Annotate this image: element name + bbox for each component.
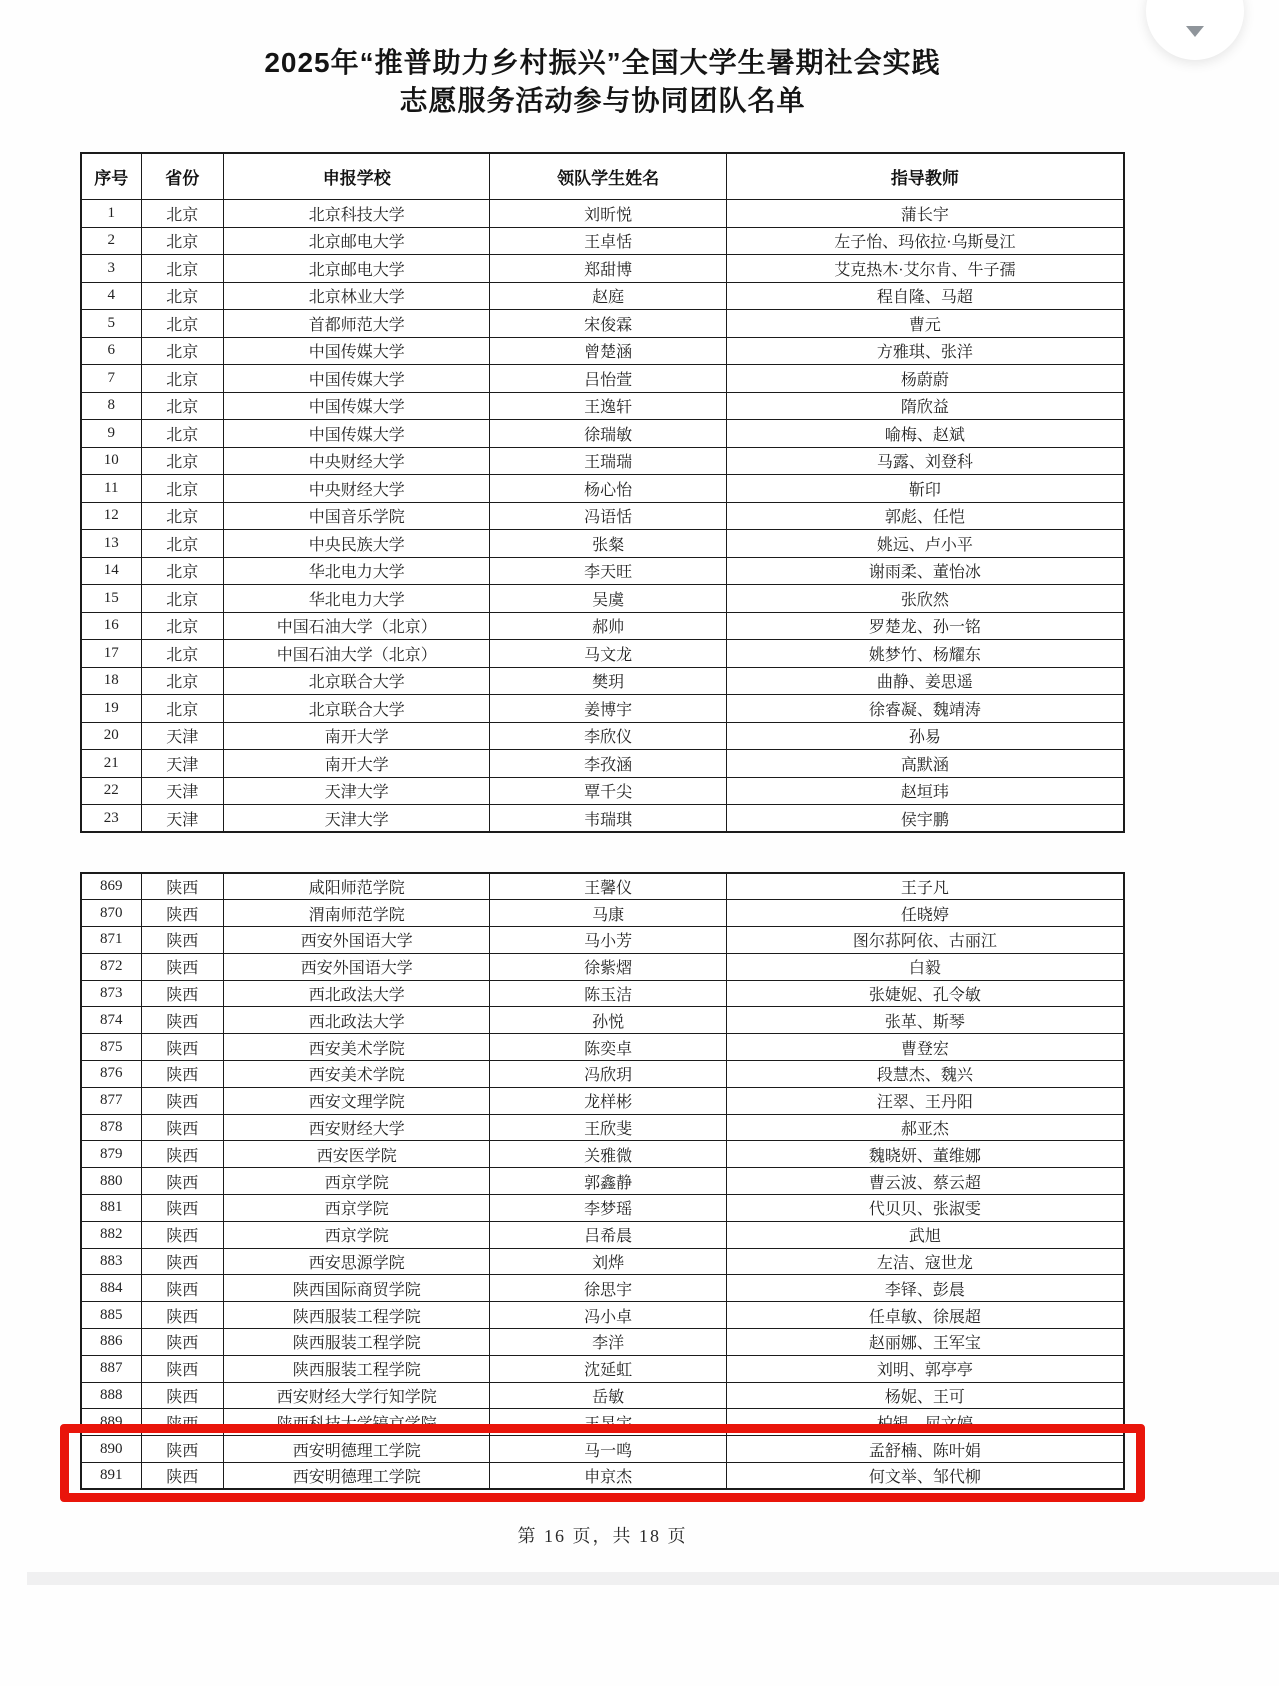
table-cell: 张粲: [490, 530, 726, 558]
table-cell: 杨妮、王可: [726, 1382, 1124, 1409]
table-cell: 4: [81, 282, 141, 310]
table-cell: 北京科技大学: [224, 200, 490, 228]
table-cell: 陕西: [141, 1221, 224, 1248]
table-cell: 柏银、屈文婷: [726, 1409, 1124, 1436]
table-cell: 徐思宇: [490, 1275, 726, 1302]
table-cell: 869: [81, 873, 141, 900]
table-cell: 陕西: [141, 873, 224, 900]
column-header: 领队学生姓名: [490, 153, 726, 200]
table-cell: 874: [81, 1007, 141, 1034]
table-cell: 侯宇鹏: [726, 805, 1124, 833]
table-cell: 中国石油大学（北京）: [224, 640, 490, 668]
table-cell: 12: [81, 502, 141, 530]
table-cell: 王欣斐: [490, 1114, 726, 1141]
table-cell: 张婕妮、孔令敏: [726, 980, 1124, 1007]
bottom-divider: [27, 1572, 1279, 1585]
table-row: [81, 255, 1124, 283]
table-cell: 陕西: [141, 1141, 224, 1168]
table-cell: 888: [81, 1382, 141, 1409]
table-cell: 天津: [141, 722, 224, 750]
table-row: [81, 392, 1124, 420]
table-cell: 曾楚涵: [490, 337, 726, 365]
table-cell: 陕西: [141, 1061, 224, 1088]
table-cell: 徐睿凝、魏靖涛: [726, 695, 1124, 723]
table-cell: 870: [81, 900, 141, 927]
table-cell: 程自隆、马超: [726, 282, 1124, 310]
table-cell: 赵丽娜、王军宝: [726, 1329, 1124, 1356]
table-cell: 左洁、寇世龙: [726, 1248, 1124, 1275]
table-cell: 孟舒楠、陈叶娟: [726, 1436, 1124, 1463]
table-cell: 方雅琪、张洋: [726, 337, 1124, 365]
table-cell: 西安外国语大学: [224, 927, 490, 954]
table-cell: 刘明、郭亭亭: [726, 1355, 1124, 1382]
table-cell: 876: [81, 1061, 141, 1088]
table-cell: 渭南师范学院: [224, 900, 490, 927]
table-cell: 881: [81, 1195, 141, 1222]
table-row: [81, 777, 1124, 805]
table-cell: 南开大学: [224, 750, 490, 778]
table-cell: 郝亚杰: [726, 1114, 1124, 1141]
table-cell: 王子凡: [726, 873, 1124, 900]
table-cell: 陕西: [141, 1168, 224, 1195]
table-row: [81, 1141, 1124, 1168]
table-cell: 17: [81, 640, 141, 668]
table-cell: 孙易: [726, 722, 1124, 750]
table-row: [81, 1195, 1124, 1222]
table-cell: 陕西: [141, 980, 224, 1007]
table-cell: 赵庭: [490, 282, 726, 310]
table-cell: 884: [81, 1275, 141, 1302]
table-row: [81, 365, 1124, 393]
table-row: [81, 953, 1124, 980]
table-row: [81, 1329, 1124, 1356]
table-cell: 李梦瑶: [490, 1195, 726, 1222]
table-cell: 886: [81, 1329, 141, 1356]
table-row: [81, 667, 1124, 695]
table-cell: 隋欣益: [726, 392, 1124, 420]
table-cell: 陕西: [141, 1302, 224, 1329]
table-cell: 华北电力大学: [224, 585, 490, 613]
table-cell: 北京: [141, 420, 224, 448]
table-cell: 北京: [141, 365, 224, 393]
table-cell: 北京: [141, 695, 224, 723]
table-cell: 陕西服装工程学院: [224, 1302, 490, 1329]
table-cell: 8: [81, 392, 141, 420]
table-cell: 11: [81, 475, 141, 503]
table-cell: 刘昕悦: [490, 200, 726, 228]
table-cell: 段慧杰、魏兴: [726, 1061, 1124, 1088]
table-cell: 陕西: [141, 1195, 224, 1222]
table-cell: 5: [81, 310, 141, 338]
table-cell: 天津大学: [224, 805, 490, 833]
table-row: [81, 980, 1124, 1007]
table-cell: 蒲长宇: [726, 200, 1124, 228]
table-row: [81, 1087, 1124, 1114]
table-cell: 878: [81, 1114, 141, 1141]
table-cell: 喻梅、赵斌: [726, 420, 1124, 448]
table-row: [81, 475, 1124, 503]
table-cell: 武旭: [726, 1221, 1124, 1248]
page-footer: 第 16 页，共 18 页: [517, 1526, 688, 1546]
table-cell: 891: [81, 1463, 141, 1490]
table-cell: 王逸轩: [490, 392, 726, 420]
table-cell: 天津: [141, 777, 224, 805]
table-row: [81, 1007, 1124, 1034]
table-cell: 西安明德理工学院: [224, 1436, 490, 1463]
table-cell: 吕希晨: [490, 1221, 726, 1248]
table-cell: 陕西: [141, 1034, 224, 1061]
table-cell: 北京: [141, 310, 224, 338]
table-cell: 北京: [141, 255, 224, 283]
table-cell: 覃千尖: [490, 777, 726, 805]
table-cell: 马一鸣: [490, 1436, 726, 1463]
table-row: [81, 900, 1124, 927]
table-cell: 冯欣玥: [490, 1061, 726, 1088]
table-cell: 887: [81, 1355, 141, 1382]
table-cell: 中央民族大学: [224, 530, 490, 558]
table-cell: 西京学院: [224, 1168, 490, 1195]
table-cell: 883: [81, 1248, 141, 1275]
table-row: [81, 750, 1124, 778]
table-cell: 华北电力大学: [224, 557, 490, 585]
table-row: [81, 1248, 1124, 1275]
table-cell: 北京林业大学: [224, 282, 490, 310]
table-cell: 陕西: [141, 1329, 224, 1356]
table-cell: 北京: [141, 640, 224, 668]
table-cell: 2: [81, 227, 141, 255]
table-cell: 北京: [141, 447, 224, 475]
table-cell: 879: [81, 1141, 141, 1168]
table-cell: 代贝贝、张淑雯: [726, 1195, 1124, 1222]
table-cell: 陕西: [141, 1248, 224, 1275]
table-row: [81, 530, 1124, 558]
chevron-down-icon: [1186, 26, 1204, 37]
table-cell: 陕西科技大学镐京学院: [224, 1409, 490, 1436]
table-cell: 李欣仪: [490, 722, 726, 750]
table-row: [81, 1034, 1124, 1061]
table-cell: 王昱宇: [490, 1409, 726, 1436]
table-row: [81, 1302, 1124, 1329]
table-cell: 陕西: [141, 953, 224, 980]
table-row: [81, 1409, 1124, 1436]
table-row: [81, 695, 1124, 723]
table-cell: 李铎、彭晨: [726, 1275, 1124, 1302]
column-header: 申报学校: [224, 153, 490, 200]
table-cell: 中央财经大学: [224, 447, 490, 475]
table-cell: 靳印: [726, 475, 1124, 503]
table-body-rows-1-23: [81, 200, 1124, 833]
table-row: [81, 337, 1124, 365]
table-row: [81, 612, 1124, 640]
table-cell: 罗楚龙、孙一铭: [726, 612, 1124, 640]
table-cell: 王瑞瑞: [490, 447, 726, 475]
table-row: [81, 1463, 1124, 1490]
table-cell: 天津: [141, 805, 224, 833]
column-header: 序号: [81, 153, 141, 200]
table-cell: 曹元: [726, 310, 1124, 338]
table-cell: 陕西: [141, 1114, 224, 1141]
table-cell: 22: [81, 777, 141, 805]
table-cell: 北京: [141, 585, 224, 613]
table-cell: 张革、斯琴: [726, 1007, 1124, 1034]
table-cell: 北京联合大学: [224, 667, 490, 695]
table-row: [81, 640, 1124, 668]
table-cell: 885: [81, 1302, 141, 1329]
table-cell: 曲静、姜思遥: [726, 667, 1124, 695]
table-cell: 徐瑞敏: [490, 420, 726, 448]
table-row: [81, 1436, 1124, 1463]
table-cell: 9: [81, 420, 141, 448]
table-cell: 吴虞: [490, 585, 726, 613]
table-cell: 陕西: [141, 927, 224, 954]
table-row: [81, 1355, 1124, 1382]
table-cell: 马小芳: [490, 927, 726, 954]
table-cell: 陈玉洁: [490, 980, 726, 1007]
table-cell: 马露、刘登科: [726, 447, 1124, 475]
table-cell: 890: [81, 1436, 141, 1463]
scroll-top-button[interactable]: [1146, 0, 1244, 60]
table-row: [81, 447, 1124, 475]
table-cell: 北京: [141, 667, 224, 695]
table-cell: 李天旺: [490, 557, 726, 585]
table-row: [81, 1382, 1124, 1409]
table-cell: 李孜涵: [490, 750, 726, 778]
table-cell: 18: [81, 667, 141, 695]
table-cell: 谢雨柔、董怡冰: [726, 557, 1124, 585]
table-cell: 13: [81, 530, 141, 558]
table-cell: 7: [81, 365, 141, 393]
table-header-row: [81, 153, 1124, 200]
table-cell: 北京: [141, 530, 224, 558]
table-row: [81, 1221, 1124, 1248]
table-cell: 图尔荪阿依、古丽江: [726, 927, 1124, 954]
table-cell: 15: [81, 585, 141, 613]
table-cell: 西安美术学院: [224, 1061, 490, 1088]
table-cell: 姚梦竹、杨耀东: [726, 640, 1124, 668]
table-cell: 中国传媒大学: [224, 420, 490, 448]
table-cell: 北京联合大学: [224, 695, 490, 723]
table-cell: 郝帅: [490, 612, 726, 640]
table-cell: 882: [81, 1221, 141, 1248]
table-cell: 873: [81, 980, 141, 1007]
table-cell: 白毅: [726, 953, 1124, 980]
table-cell: 877: [81, 1087, 141, 1114]
table-cell: 3: [81, 255, 141, 283]
table-cell: 郭鑫静: [490, 1168, 726, 1195]
table-row: [81, 227, 1124, 255]
table-cell: 中国音乐学院: [224, 502, 490, 530]
table-cell: 西安医学院: [224, 1141, 490, 1168]
table-cell: 吕怡萱: [490, 365, 726, 393]
table-cell: 北京: [141, 475, 224, 503]
table-cell: 陕西: [141, 1007, 224, 1034]
table-cell: 冯语恬: [490, 502, 726, 530]
table-cell: 19: [81, 695, 141, 723]
table-row: [81, 200, 1124, 228]
table-cell: 何文举、邹代柳: [726, 1463, 1124, 1490]
table-cell: 21: [81, 750, 141, 778]
table-cell: 徐紫熠: [490, 953, 726, 980]
table-cell: 陕西服装工程学院: [224, 1355, 490, 1382]
table-cell: 孙悦: [490, 1007, 726, 1034]
table-cell: 北京: [141, 392, 224, 420]
table-cell: 875: [81, 1034, 141, 1061]
table-row: [81, 420, 1124, 448]
page-title-line1: 2025年“推普助力乡村振兴”全国大学生暑期社会实践: [264, 47, 941, 78]
table-cell: 韦瑞琪: [490, 805, 726, 833]
table-cell: 申京杰: [490, 1463, 726, 1490]
table-cell: 魏晓妍、董维娜: [726, 1141, 1124, 1168]
table-body-rows-869-891: [81, 873, 1124, 1489]
table-row: [81, 927, 1124, 954]
column-header: 指导教师: [726, 153, 1124, 200]
table-cell: 张欣然: [726, 585, 1124, 613]
table-cell: 北京: [141, 200, 224, 228]
table-cell: 曹登宏: [726, 1034, 1124, 1061]
table-cell: 李洋: [490, 1329, 726, 1356]
table-cell: 首都师范大学: [224, 310, 490, 338]
table-cell: 关雅微: [490, 1141, 726, 1168]
table-cell: 16: [81, 612, 141, 640]
table-cell: 北京: [141, 557, 224, 585]
table-row: [81, 282, 1124, 310]
table-cell: 西安外国语大学: [224, 953, 490, 980]
table-cell: 西安思源学院: [224, 1248, 490, 1275]
table-cell: 陕西: [141, 1463, 224, 1490]
table-cell: 曹云波、蔡云超: [726, 1168, 1124, 1195]
page-title-line2: 志愿服务活动参与协同团队名单: [399, 85, 806, 116]
table-cell: 岳敏: [490, 1382, 726, 1409]
table-cell: 西京学院: [224, 1221, 490, 1248]
table-cell: 872: [81, 953, 141, 980]
table-cell: 西安财经大学: [224, 1114, 490, 1141]
table-cell: 陕西: [141, 1355, 224, 1382]
table-row: [81, 805, 1124, 833]
table-cell: 龙样彬: [490, 1087, 726, 1114]
table-row: [81, 1275, 1124, 1302]
table-cell: 郭彪、任恺: [726, 502, 1124, 530]
table-cell: 沈延虹: [490, 1355, 726, 1382]
table-cell: 杨心怡: [490, 475, 726, 503]
table-cell: 陕西: [141, 1409, 224, 1436]
table-row: [81, 557, 1124, 585]
table-cell: 西北政法大学: [224, 980, 490, 1007]
table-cell: 赵垣玮: [726, 777, 1124, 805]
table-row: [81, 1114, 1124, 1141]
table-cell: 陕西服装工程学院: [224, 1329, 490, 1356]
table-cell: 14: [81, 557, 141, 585]
table-cell: 陕西: [141, 1275, 224, 1302]
table-cell: 西安明德理工学院: [224, 1463, 490, 1490]
table-cell: 西北政法大学: [224, 1007, 490, 1034]
table-cell: 北京: [141, 282, 224, 310]
table-cell: 880: [81, 1168, 141, 1195]
table-cell: 刘烨: [490, 1248, 726, 1275]
table-cell: 889: [81, 1409, 141, 1436]
table-cell: 23: [81, 805, 141, 833]
table-cell: 任晓婷: [726, 900, 1124, 927]
table-cell: 20: [81, 722, 141, 750]
table-cell: 王卓恬: [490, 227, 726, 255]
table-cell: 天津: [141, 750, 224, 778]
table-cell: 西安美术学院: [224, 1034, 490, 1061]
table-cell: 北京邮电大学: [224, 227, 490, 255]
table-cell: 陕西: [141, 1436, 224, 1463]
table-cell: 西安财经大学行知学院: [224, 1382, 490, 1409]
table-cell: 杨蔚蔚: [726, 365, 1124, 393]
table-cell: 高默涵: [726, 750, 1124, 778]
table-cell: 西安文理学院: [224, 1087, 490, 1114]
table-cell: 艾克热木·艾尔肯、牛子孺: [726, 255, 1124, 283]
table-cell: 陈奕卓: [490, 1034, 726, 1061]
table-cell: 中国传媒大学: [224, 337, 490, 365]
table-cell: 中国传媒大学: [224, 392, 490, 420]
table-row: [81, 722, 1124, 750]
table-cell: 姚远、卢小平: [726, 530, 1124, 558]
table-cell: 马康: [490, 900, 726, 927]
table-cell: 陕西: [141, 1087, 224, 1114]
table-cell: 南开大学: [224, 722, 490, 750]
roster-table-top: [80, 152, 1125, 833]
table-cell: 北京: [141, 502, 224, 530]
table-row: [81, 1061, 1124, 1088]
table-cell: 陕西国际商贸学院: [224, 1275, 490, 1302]
table-cell: 1: [81, 200, 141, 228]
table-row: [81, 502, 1124, 530]
table-cell: 西京学院: [224, 1195, 490, 1222]
table-cell: 871: [81, 927, 141, 954]
table-cell: 北京: [141, 612, 224, 640]
table-cell: 姜博宇: [490, 695, 726, 723]
table-cell: 咸阳师范学院: [224, 873, 490, 900]
table-cell: 中央财经大学: [224, 475, 490, 503]
table-cell: 北京邮电大学: [224, 255, 490, 283]
table-cell: 北京: [141, 337, 224, 365]
table-cell: 郑甜博: [490, 255, 726, 283]
table-cell: 中国石油大学（北京）: [224, 612, 490, 640]
table-cell: 左子怡、玛依拉·乌斯曼江: [726, 227, 1124, 255]
table-row: [81, 873, 1124, 900]
table-cell: 马文龙: [490, 640, 726, 668]
table-row: [81, 1168, 1124, 1195]
table-cell: 6: [81, 337, 141, 365]
column-header: 省份: [141, 153, 224, 200]
table-cell: 樊玥: [490, 667, 726, 695]
table-cell: 宋俊霖: [490, 310, 726, 338]
table-cell: 天津大学: [224, 777, 490, 805]
table-cell: 任卓敏、徐展超: [726, 1302, 1124, 1329]
roster-table-bottom: [80, 872, 1125, 1490]
table-cell: 王馨仪: [490, 873, 726, 900]
table-cell: 汪翠、王丹阳: [726, 1087, 1124, 1114]
table-cell: 北京: [141, 227, 224, 255]
table-row: [81, 310, 1124, 338]
table-cell: 中国传媒大学: [224, 365, 490, 393]
table-row: [81, 585, 1124, 613]
table-cell: 10: [81, 447, 141, 475]
table-cell: 冯小卓: [490, 1302, 726, 1329]
table-cell: 陕西: [141, 1382, 224, 1409]
table-cell: 陕西: [141, 900, 224, 927]
